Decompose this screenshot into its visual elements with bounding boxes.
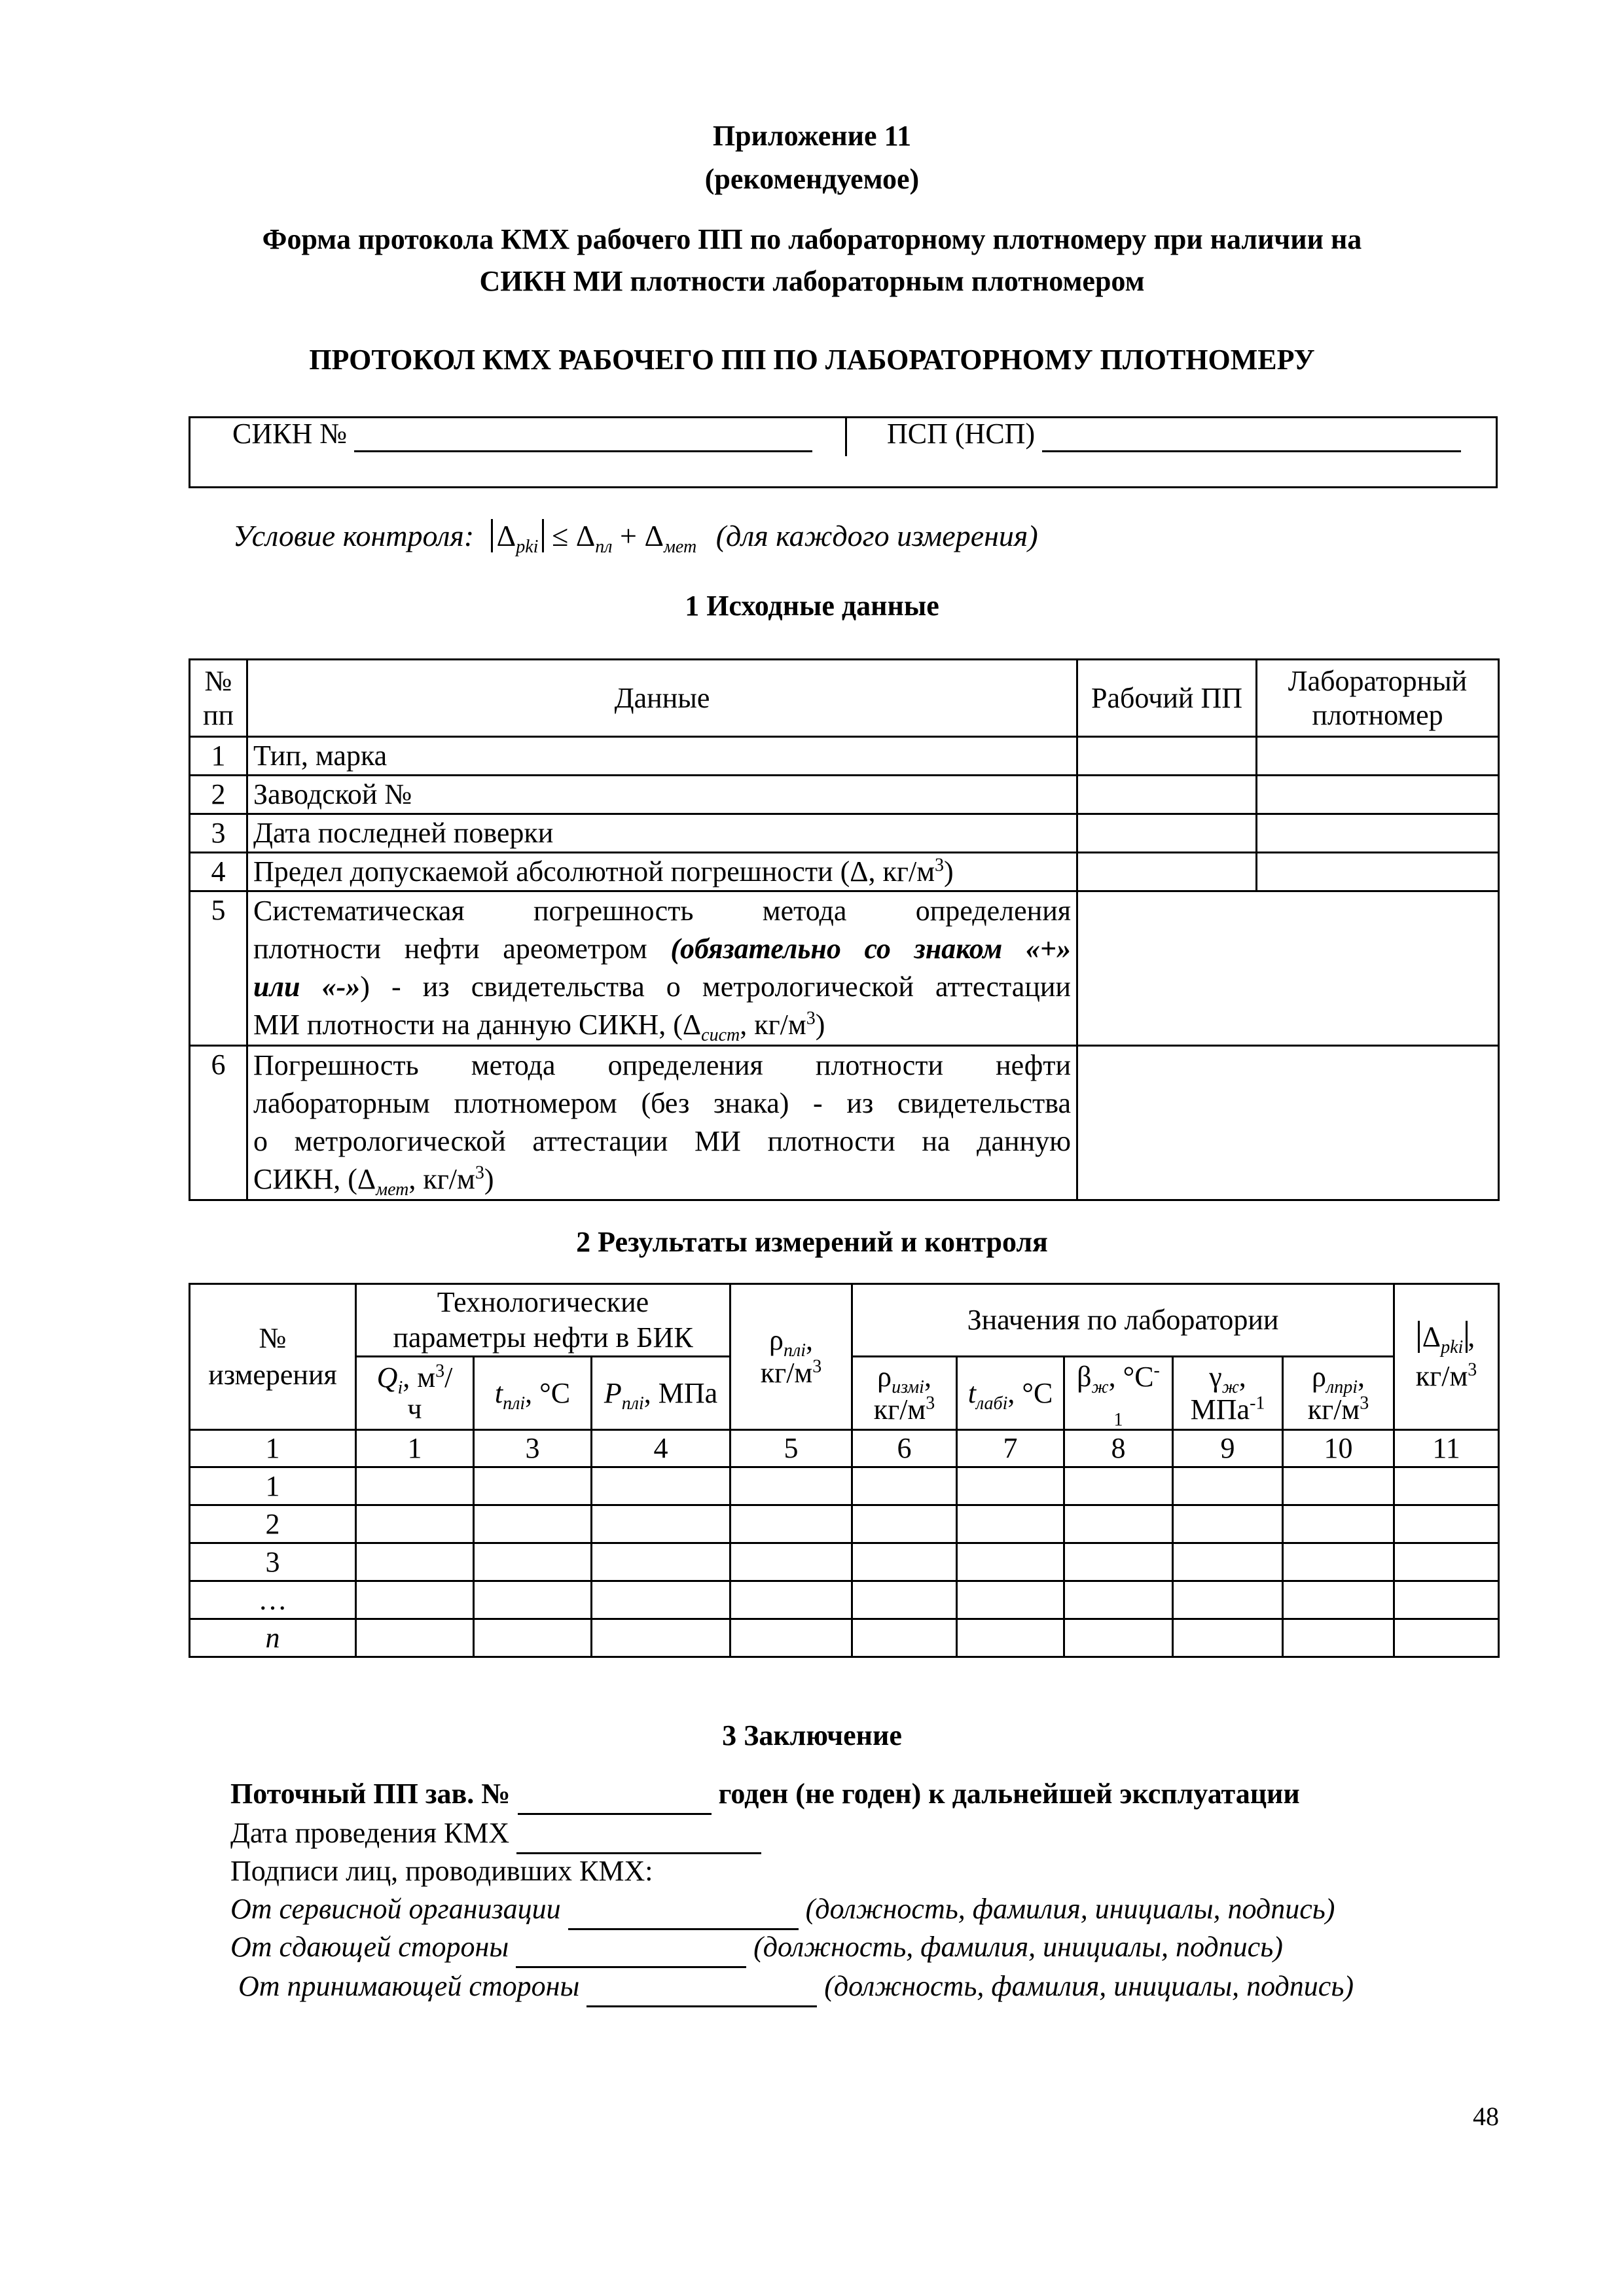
th-p-pl: $P_{плi}$, МПа [592,1357,731,1430]
cell-input[interactable] [957,1467,1064,1505]
cell-lab-input[interactable] [1257,737,1499,776]
th-t-pl: $t_{плi}$, °С [474,1357,592,1430]
row-num: 4 [190,853,247,891]
sikn-label: СИКН № [232,418,348,450]
row-num: 6 [190,1046,247,1200]
cell-input[interactable] [592,1619,731,1657]
cell-input[interactable] [1283,1543,1394,1581]
cell-input[interactable] [731,1543,852,1581]
row-text: Погрешность метода определения плотности нефти лабораторным плотномером (без знака) - из свидетельства о метрологической аттестации МИ плотности на данную СИКН, ($\Delta_{мет}$, $кг/м^3$) [247,1046,1077,1200]
th-lab-densimeter: Лабораторный плотномер [1257,660,1499,737]
sikn-blank[interactable] [354,417,812,452]
col-number: 3 [474,1430,592,1467]
cell-input[interactable] [1173,1467,1283,1505]
th-rho-lpr: $\rho_{лпрi}$, $кг/м^3$ [1283,1357,1394,1430]
header-divider [845,418,847,456]
abs-delta-pki: $\Delta_{pki}$ [491,519,545,552]
header-fields-box [189,416,1498,488]
cell-input[interactable] [474,1581,592,1619]
table-row [190,853,1499,891]
psp-field[interactable] [887,417,1461,452]
table-row [190,1619,1499,1657]
cell-input[interactable] [1173,1543,1283,1581]
col-number: 5 [731,1430,852,1467]
col-number: 4 [592,1430,731,1467]
th-abs-delta: $\Delta_{pki}$ , $кг/м^3$ [1394,1284,1499,1430]
psp-label: ПСП (НСП) [887,418,1036,450]
table-row [190,1467,1499,1505]
protocol-title: ПРОТОКОЛ КМХ РАБОЧЕГО ПП ПО ЛАБОРАТОРНОМУ ПЛОТНОМЕРУ [309,344,1315,376]
table-row [190,737,1499,776]
th-rho-izm: $\rho_{измi}$, $кг/м^3$ [852,1357,957,1430]
cell-input[interactable] [474,1467,592,1505]
sikn-field[interactable] [232,417,812,452]
row-num: 5 [190,891,247,1046]
cell-input[interactable] [1394,1467,1499,1505]
psp-blank[interactable] [1042,417,1461,452]
cell-input[interactable] [356,1505,474,1543]
col-number: 7 [957,1430,1064,1467]
th-measurement-num: № измерения [190,1284,356,1430]
cell-working-input[interactable] [1077,814,1257,853]
cell-input[interactable] [1064,1505,1173,1543]
cell-lab-input[interactable] [1257,814,1499,853]
cell-input[interactable] [592,1505,731,1543]
page-number: 48 [1473,2102,1499,2131]
cell-input[interactable] [731,1467,852,1505]
cell-input[interactable] [852,1581,957,1619]
th-gamma: $\gamma_ж$, МПа$^{-1}$ [1173,1357,1283,1430]
table-row [190,776,1499,814]
row-num: 3 [190,814,247,853]
section1-title: 1 Исходные данные [685,590,939,622]
th-num: № пп [190,660,247,737]
signature-receiving-blank[interactable] [586,1967,817,2007]
cell-input[interactable] [852,1467,957,1505]
cell-input[interactable] [1283,1581,1394,1619]
cell-working-input[interactable] [1077,737,1257,776]
row-label: 2 [190,1505,356,1543]
cell-input[interactable] [957,1505,1064,1543]
col-number: 10 [1283,1430,1394,1467]
form-title-line2: СИКН МИ плотности лабораторным плотномером [479,265,1145,297]
source-data-table [189,658,1500,1201]
cell-input[interactable] [592,1581,731,1619]
cell-input[interactable] [1064,1581,1173,1619]
row-text: Систематическая погрешность метода определения плотности нефти ареометром (обязательно со знаком «+» или «-») - из свидетельства о метрологической аттестации МИ плотности на данную СИКН, ($\Delta_{сист}$, $кг/м^3$) [247,891,1077,1046]
th-tech-params: Технологические параметры нефти в БИК [356,1284,731,1357]
cell-input[interactable] [852,1619,957,1657]
cell-input[interactable] [474,1619,592,1657]
appendix-subtitle: (рекомендуемое) [704,163,920,195]
row-label: 3 [190,1543,356,1581]
control-label: Условие контроля: [233,519,475,552]
signature-delivering-line: От сдающей стороны (должность, фамилия, инициалы, подпись) [230,1928,1283,1968]
appendix-title: Приложение 11 [712,120,912,152]
cell-value-input[interactable] [1077,1046,1499,1200]
section3-title: 3 Заключение [722,1719,902,1751]
cell-input[interactable] [731,1619,852,1657]
row-label: n [190,1619,356,1657]
cell-lab-input[interactable] [1257,853,1499,891]
form-title-line1: Форма протокола КМХ рабочего ПП по лабораторному плотномеру при наличии на [262,223,1362,255]
table1-header-row [190,660,1499,737]
date-blank[interactable] [516,1814,761,1854]
th-beta: $\beta_ж$, °С- $_1$ [1064,1357,1173,1430]
signature-service-blank[interactable] [568,1890,799,1930]
signature-service-line: От сервисной организации (должность, фамилия, инициалы, подпись) [230,1890,1335,1930]
delta-met: $\Delta_{мет}$ [644,519,697,558]
col-number: 11 [1394,1430,1499,1467]
cell-input[interactable] [852,1543,957,1581]
row-text: Предел допускаемой абсолютной погрешности (Δ, $кг/м^3$) [247,853,1077,891]
cell-input[interactable] [1283,1467,1394,1505]
cell-input[interactable] [852,1505,957,1543]
delta-pl: $\Delta_{пл}$ [575,519,613,558]
cell-input[interactable] [731,1505,852,1543]
cell-input[interactable] [1394,1619,1499,1657]
cell-input[interactable] [1173,1505,1283,1543]
cell-input[interactable] [1173,1619,1283,1657]
cell-input[interactable] [731,1581,852,1619]
row-text: Дата последней поверки [247,814,1077,853]
cell-input[interactable] [1394,1543,1499,1581]
col-number: 8 [1064,1430,1173,1467]
cell-input[interactable] [356,1581,474,1619]
th-t-lab: $t_{лабi}$, °С [957,1357,1064,1430]
cell-input[interactable] [474,1543,592,1581]
conclusion-line3: Подписи лиц, проводивших КМХ: [230,1855,653,1887]
cell-input[interactable] [957,1543,1064,1581]
cell-input[interactable] [1064,1467,1173,1505]
table-row [190,1505,1499,1543]
cell-input[interactable] [1064,1543,1173,1581]
column-numbers-row [190,1430,1499,1467]
cell-input[interactable] [592,1467,731,1505]
table-row [190,891,1499,1046]
leq-sign: ≤ [551,519,569,552]
cell-input[interactable] [1394,1505,1499,1543]
results-table [189,1283,1500,1658]
table-row [190,1581,1499,1619]
row-label: … [190,1581,356,1619]
table2-header-row1 [190,1284,1499,1357]
col-number: 9 [1173,1430,1283,1467]
cell-input[interactable] [957,1581,1064,1619]
section2-title: 2 Результаты измерений и контроля [576,1226,1048,1258]
cell-value-input[interactable] [1077,891,1499,1046]
col-number: 1 [356,1430,474,1467]
signature-delivering-blank[interactable] [516,1928,746,1968]
cell-input[interactable] [957,1619,1064,1657]
th-q: $Q_i$, $м^3/$ ч [356,1357,474,1430]
cell-working-input[interactable] [1077,853,1257,891]
conclusion-line2: Дата проведения КМХ [230,1814,761,1854]
cell-input[interactable] [356,1619,474,1657]
plus-sign: + [620,519,637,552]
control-condition [233,518,1038,558]
cell-input[interactable] [474,1505,592,1543]
table-row [190,1046,1499,1200]
table-row [190,814,1499,853]
row-label: 1 [190,1467,356,1505]
row-num: 2 [190,776,247,814]
th-working-pp: Рабочий ПП [1077,660,1257,737]
row-num: 1 [190,737,247,776]
cell-input[interactable] [592,1543,731,1581]
cell-input[interactable] [1064,1619,1173,1657]
conclusion-line1: Поточный ПП зав. № годен (не годен) к дальнейшей эксплуатации [230,1775,1300,1815]
cell-input[interactable] [1173,1581,1283,1619]
table-row [190,1543,1499,1581]
control-note: (для каждого измерения) [715,519,1038,552]
th-data: Данные [247,660,1077,737]
col-number: 1 [190,1430,356,1467]
row-text: Заводской № [247,776,1077,814]
cell-working-input[interactable] [1077,776,1257,814]
cell-input[interactable] [1394,1581,1499,1619]
col-number: 6 [852,1430,957,1467]
cell-input[interactable] [356,1543,474,1581]
row-text: Тип, марка [247,737,1077,776]
cell-input[interactable] [1283,1619,1394,1657]
cell-lab-input[interactable] [1257,776,1499,814]
signature-receiving-line: От принимающей стороны (должность, фамилия, инициалы, подпись) [238,1967,1354,2007]
serial-number-blank[interactable] [518,1775,712,1815]
th-lab-values: Значения по лаборатории [852,1284,1394,1357]
cell-input[interactable] [356,1467,474,1505]
cell-input[interactable] [1283,1505,1394,1543]
th-rho-pl: $\rho_{плi}$, $кг/м^3$ [731,1284,852,1430]
